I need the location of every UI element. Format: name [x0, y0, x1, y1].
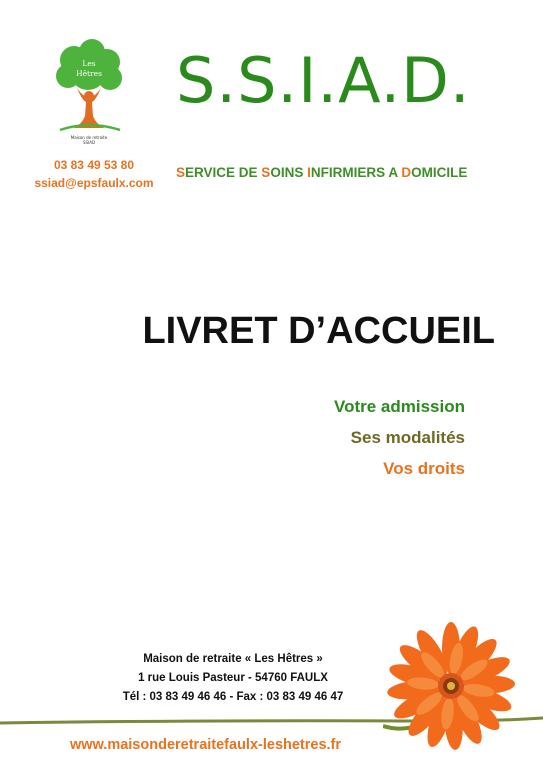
- logo-text-line1: Les: [82, 59, 96, 68]
- flower-icon: [383, 614, 543, 754]
- subtitle-part-4: OMICILE: [411, 165, 468, 180]
- logo-caption-line2: SSIAD: [82, 140, 96, 145]
- logo-caption-line1: Maison de retraite: [70, 135, 108, 140]
- footer-street: 1 rue Louis Pasteur - 54760 FAULX: [138, 672, 328, 684]
- section-modalites: Ses modalités: [350, 428, 465, 447]
- subtitle-initial-2: S: [261, 165, 271, 180]
- subtitle-initial-3: I: [307, 165, 311, 180]
- subtitle-initial-1: S: [176, 165, 186, 180]
- main-heading: LIVRET D’ACCUEIL: [142, 310, 495, 352]
- page-title: S.S.I.A.D.: [176, 44, 471, 117]
- subtitle-initial-4: D: [401, 165, 412, 180]
- subtitle: [176, 165, 467, 180]
- contact-email[interactable]: ssiad@epsfaulx.com: [34, 176, 154, 190]
- subtitle-part-1: ERVICE DE: [185, 165, 262, 180]
- footer-address: [88, 650, 378, 707]
- footer-phones: Tél : 03 83 49 46 46 - Fax : 03 83 49 46 47: [122, 691, 344, 703]
- les-hetres-logo: [52, 38, 127, 146]
- subtitle-part-2: OINS: [270, 165, 308, 180]
- section-admission: Votre admission: [334, 397, 465, 416]
- subtitle-part-3: NFIRMIERS A: [310, 165, 402, 180]
- website-link[interactable]: www.maisonderetraitefaulx-leshetres.fr: [70, 737, 342, 753]
- contact-phone: 03 83 49 53 80: [53, 158, 135, 172]
- contact-block: [20, 156, 168, 192]
- section-droits: Vos droits: [383, 459, 465, 478]
- logo-text-line2: Hêtres: [76, 69, 102, 78]
- footer-name: Maison de retraite « Les Hêtres »: [143, 653, 323, 665]
